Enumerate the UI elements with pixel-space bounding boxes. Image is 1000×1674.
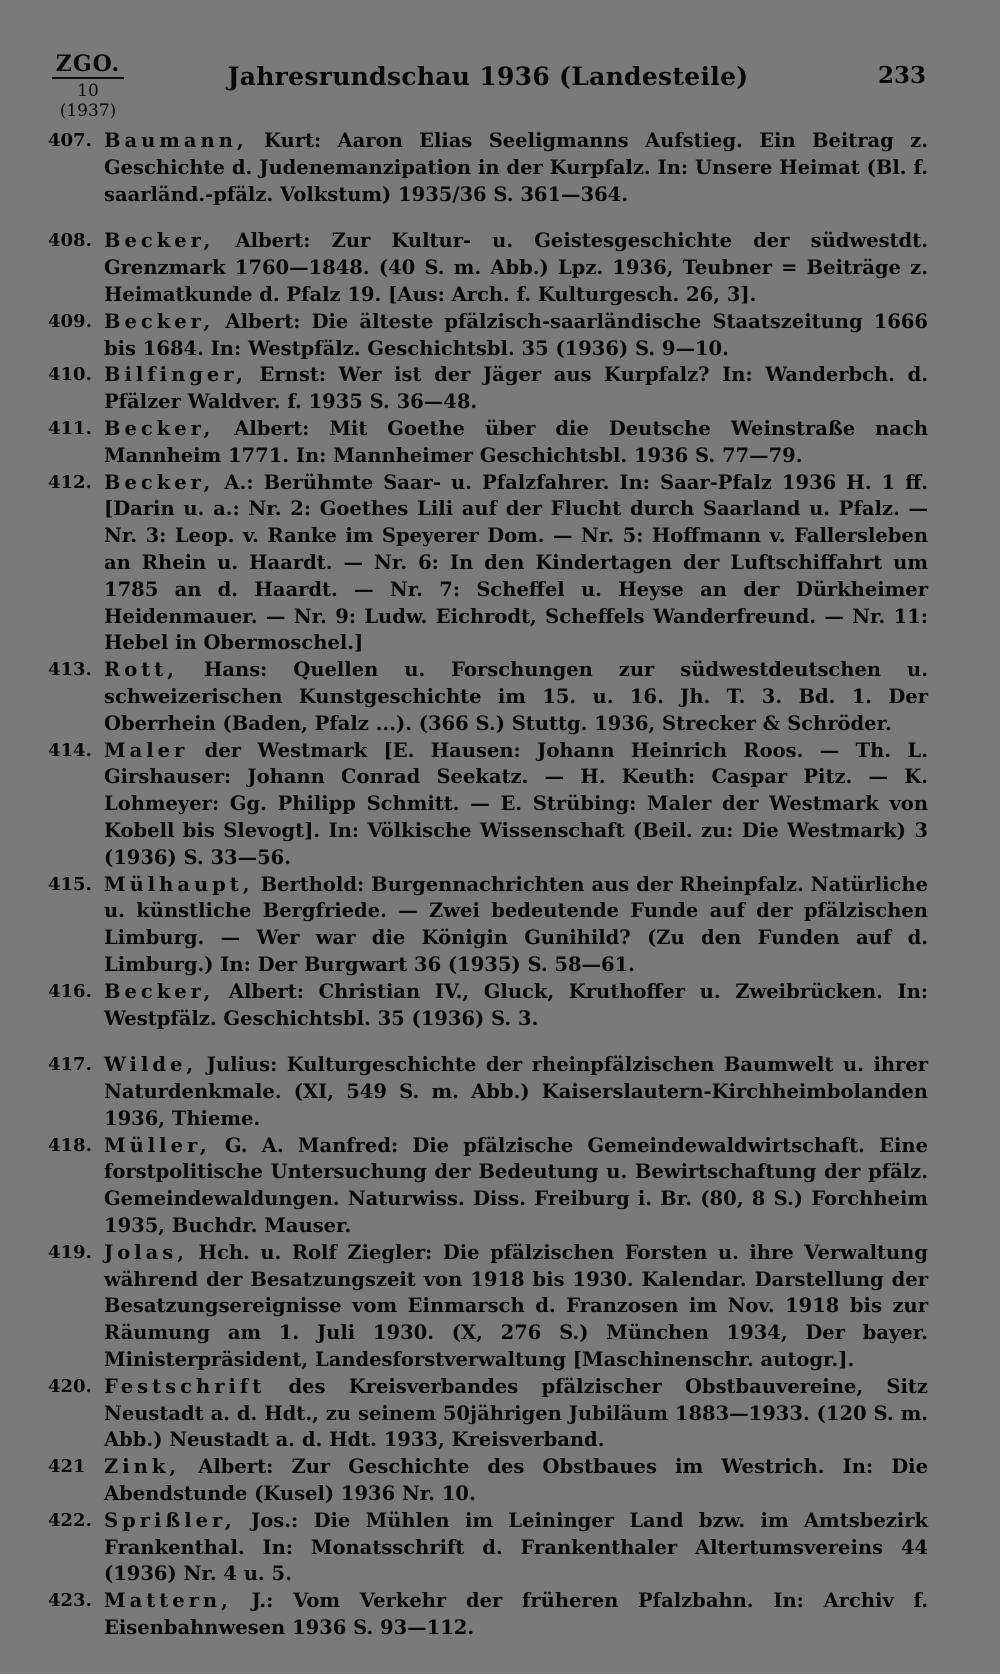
entry-text: Albert: Mit Goethe über die Deutsche Weinstraße nach Mannheim 1771. In: Mannheimer Geschichtsbl. 1936 S. 77—79. (104, 416, 928, 467)
entry-number: 422. (48, 1509, 92, 1531)
entry-author: Becker, (104, 309, 215, 333)
entry-text: Kurt: Aaron Elias Seeligmanns Aufstieg. Ein Beitrag z. Geschichte d. Judenemanzipation in der Kurpfalz. In: Unsere Heimat (Bl. f. saarländ.-pfälz. Volkstum) 1935/36 S. 361—364. (104, 129, 928, 206)
bibliography-entry (48, 1454, 928, 1508)
entry-text: Berthold: Burgennachrichten aus der Rheinpfalz. Natürliche u. künstliche Bergfriede. — Zwei bedeutende Funde auf der pfälzischen Limburg. — Wer war die Königin Gunihild? (Zu den Funden auf d. Limburg.) In: Der Burgwart 36 (1935) S. 58—61. (104, 872, 928, 976)
entry-text: Albert: Die älteste pfälzisch-saarländische Staatszeitung 1666 bis 1684. In: Westpfälz. Geschichtsbl. 35 (1936) S. 9—10. (104, 309, 928, 360)
journal-volume: 10 (1937) (59, 81, 117, 121)
journal-abbreviation: ZGO. (55, 51, 121, 77)
entry-text: J.: Vom Verkehr der früheren Pfalzbahn. In: Archiv f. Eisenbahnwesen 1936 S. 93—112. (104, 1589, 928, 1640)
bibliography-entry (48, 228, 928, 308)
entry-author: Becker, (104, 229, 215, 253)
page-header (48, 51, 928, 121)
entry-number: 409. (48, 310, 92, 332)
bibliography-list (48, 128, 928, 1642)
entry-number: 411. (48, 417, 92, 439)
entry-author: Sprißler, (104, 1508, 236, 1532)
entry-text: des Kreisverbandes pfälzischer Obstbauvereine, Sitz Neustadt a. d. Hdt., zu seinem 50jährigen Jubiläum 1883—1933. (120 S. m. Abb.) Neustadt a. d. Hdt. 1933, Kreisverband. (104, 1374, 928, 1452)
entry-number: 420. (48, 1375, 92, 1397)
bibliography-entry (48, 657, 928, 737)
bibliography-entry (48, 979, 928, 1033)
bibliography-entry (48, 1508, 928, 1588)
entry-author: Mülhaupt, (104, 872, 254, 896)
running-title: Jahresrundschau 1936 (Landesteile) (227, 62, 749, 91)
bibliography-entry (48, 309, 928, 363)
entry-text: Albert: Christian IV., Gluck, Kruthoffer u. Zweibrücken. In: Westpfälz. Geschichtsbl. 35 (1936) S. 3. (104, 979, 928, 1030)
entry-text: der Westmark [E. Hausen: Johann Heinrich Roos. — Th. L. Girshauser: Johann Conrad Seekatz. — H. Keuth: Caspar Pitz. — K. Lohmeyer: Gg. Philipp Schmitt. — E. Strübing: Maler der Westmark von Kobell bis Slevogt]. In: Völkische Wissenschaft (Beil. zu: Die Westmark) 3 (1936) S. 33—56. (104, 738, 928, 869)
entry-author: Festschrift (104, 1374, 266, 1398)
entry-number: 423. (48, 1590, 92, 1612)
entry-number: 414. (48, 739, 92, 761)
entry-text: Hch. u. Rolf Ziegler: Die pfälzischen Forsten u. ihre Verwaltung während der Besatzungszeit von 1918 bis 1930. Kalendar. Darstellung der Besatzungsereignisse vom Einmarsch d. Franzosen im Nov. 1918 bis zur Räumung am 1. Juli 1930. (X, 276 S.) München 1934, Der bayer. Ministerpräsident, Landesforstverwaltung [Maschinenschr. autogr.]. (104, 1240, 928, 1372)
entry-number: 419. (48, 1241, 92, 1263)
bibliography-entry (48, 1588, 928, 1642)
bibliography-entry (48, 872, 928, 979)
entry-number: 417. (48, 1054, 92, 1076)
bibliography-entry (48, 1240, 928, 1374)
bibliography-entry (48, 738, 928, 872)
entry-number: 412. (48, 471, 92, 493)
entry-number: 408. (48, 230, 92, 252)
entry-text: Albert: Zur Kultur- u. Geistesgeschichte der südwestdt. Grenzmark 1760—1848. (40 S. m. Abb.) Lpz. 1936, Teubner = Beiträge z. Heimatkunde d. Pfalz 19. [Aus: Arch. f. Kulturgesch. 26, 3]. (104, 229, 928, 306)
entry-text: Ernst: Wer ist der Jäger aus Kurpfalz? In: Wanderbch. d. Pfälzer Waldver. f. 1935 S. 36—48. (104, 363, 928, 414)
entry-author: Müller, (104, 1133, 211, 1157)
entry-author: Zink, (104, 1455, 181, 1479)
bibliography-entry (48, 128, 928, 208)
entry-number: 410. (48, 364, 92, 386)
entry-text: G. A. Manfred: Die pfälzische Gemeindewaldwirtschaft. Eine forstpolitische Untersuchung der Bedeutung u. Bewirtschaftung der pfälz. Gemeindewaldungen. Naturwiss. Diss. Freiburg i. Br. (80, 8 S.) Forchheim 1935, Buchdr. Mauser. (104, 1133, 928, 1238)
entry-author: Mattern, (104, 1589, 232, 1613)
entry-number: 413. (48, 659, 92, 681)
bibliography-entry (48, 362, 928, 416)
page-number: 233 (877, 62, 926, 89)
bibliography-entry (48, 470, 928, 658)
entry-text: Julius: Kulturgeschichte der rheinpfälzischen Baumwelt u. ihrer Naturdenkmale. (XI, 549 S. m. Abb.) Kaiserslautern-Kirchheimbolanden 1936, Thieme. (104, 1053, 928, 1130)
bibliography-entry (48, 1052, 928, 1132)
entry-author: Becker, (104, 416, 215, 440)
entry-author: Wilde, (104, 1053, 198, 1077)
entry-number: 416. (48, 980, 92, 1002)
entry-number: 407. (48, 130, 92, 151)
entry-text: Jos.: Die Mühlen im Leininger Land bzw. im Amtsbezirk Frankenthal. In: Monatsschrift d. Frankenthaler Altertumsvereins 44 (1936) Nr. 4 u. 5. (104, 1508, 928, 1586)
entry-author: Becker, (104, 979, 215, 1003)
entry-author: Rott, (104, 658, 179, 682)
entry-number: 418. (48, 1134, 92, 1156)
entry-number: 421 (48, 1456, 86, 1478)
entry-text: A.: Berühmte Saar- u. Pfalzfahrer. In: Saar-Pfalz 1936 H. 1 ff. [Darin u. a.: Nr. 2: Goethes Lili auf der Flucht durch Saarland u. Pfalz. — Nr. 3: Leop. v. Ranke im Speyerer Dom. — Nr. 5: Hoffmann v. Fallersleben an Rhein u. Haardt. — Nr. 6: In den Kindertagen der Luftschiffahrt um 1785 an d. Haardt. — Nr. 7: Scheffel u. Heyse an der Dürkheimer Heidenmauer. — Nr. 9: Ludw. Eichrodt, Scheffels Wanderfreund. — Nr. 11: Hebel in Obermoschel.] (104, 470, 928, 655)
entry-author: Becker, (104, 470, 215, 494)
entry-text: Albert: Zur Geschichte des Obstbaues im Westrich. In: Die Abendstunde (Kusel) 1936 Nr. 10. (104, 1455, 928, 1506)
entry-author: Jolas, (104, 1240, 189, 1264)
entry-author: Maler (104, 738, 189, 762)
entry-author: Baumann, (104, 129, 248, 152)
bibliography-entry (48, 1133, 928, 1240)
entry-text: Hans: Quellen u. Forschungen zur südwestdeutschen u. schweizerischen Kunstgeschichte im 15. u. 16. Jh. T. 3. Bd. 1. Der Oberrhein (Baden, Pfalz ...). (366 S.) Stuttg. 1936, Strecker & Schröder. (104, 658, 928, 735)
entry-number: 415. (48, 873, 92, 895)
bibliography-entry (48, 416, 928, 470)
entry-author: Bilfinger, (104, 363, 247, 387)
bibliography-entry (48, 1374, 928, 1454)
